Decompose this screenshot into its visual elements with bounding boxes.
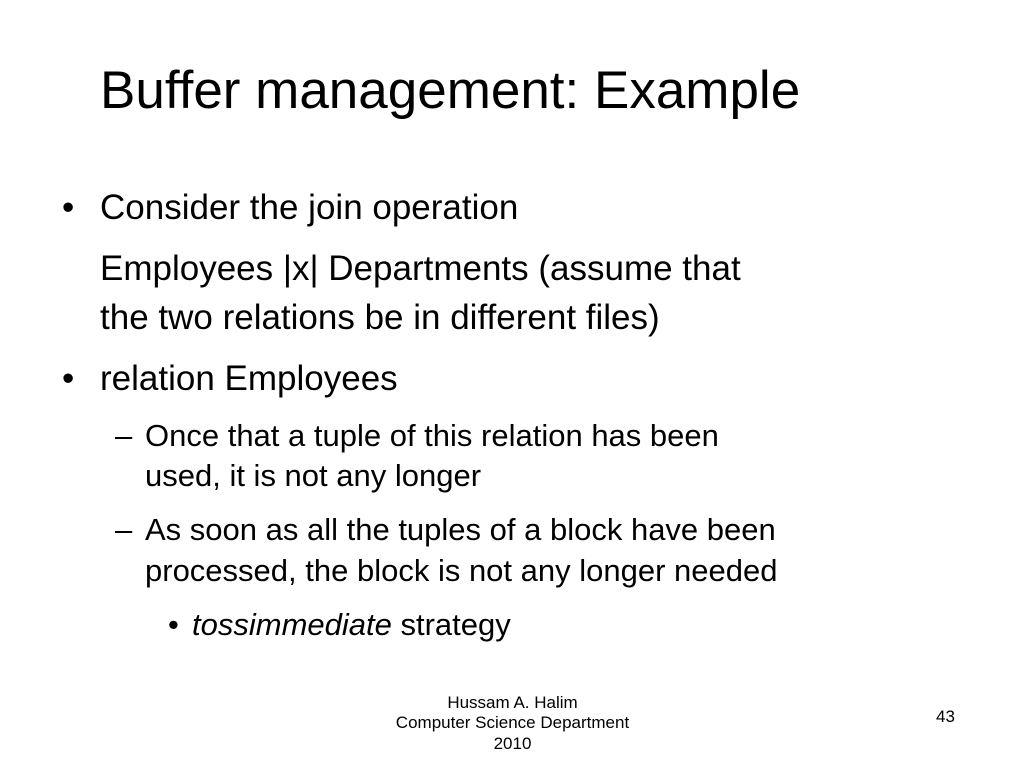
bullet-relation-employees: relation Employees — [100, 359, 398, 398]
bullet-marker: • — [62, 359, 75, 398]
bullet-join-expression-cont: the two relations be in different files) — [100, 298, 660, 337]
footer-author: Hussam A. Halim — [447, 693, 578, 712]
strategy-label: strategy — [391, 607, 511, 642]
slide-title: Buffer management: Example — [100, 61, 801, 120]
slide-footer — [350, 693, 675, 754]
sub-bullet-block-processed: As soon as all the tuples of a block have been — [145, 512, 776, 547]
page-number: 43 — [936, 707, 955, 726]
bullet-consider-join: Consider the join operation — [100, 188, 519, 227]
bullet-join-expression: Employees |x| Departments (assume that — [100, 249, 741, 288]
bullet-marker: • — [62, 188, 75, 227]
sub-sub-bullet-strategy — [192, 607, 511, 643]
bullet-marker: • — [168, 607, 179, 642]
sub-bullet-tuple-used-cont: used, it is not any longer — [145, 458, 482, 493]
strategy-name: tossimmediate — [192, 607, 392, 642]
sub-bullet-tuple-used: Once that a tuple of this relation has been — [145, 418, 719, 453]
dash-marker: – — [115, 418, 133, 453]
dash-marker: – — [115, 512, 133, 547]
sub-bullet-block-processed-cont: processed, the block is not any longer needed — [145, 553, 778, 588]
footer-department: Computer Science Department — [395, 713, 630, 733]
footer-year: 2010 — [493, 733, 532, 753]
